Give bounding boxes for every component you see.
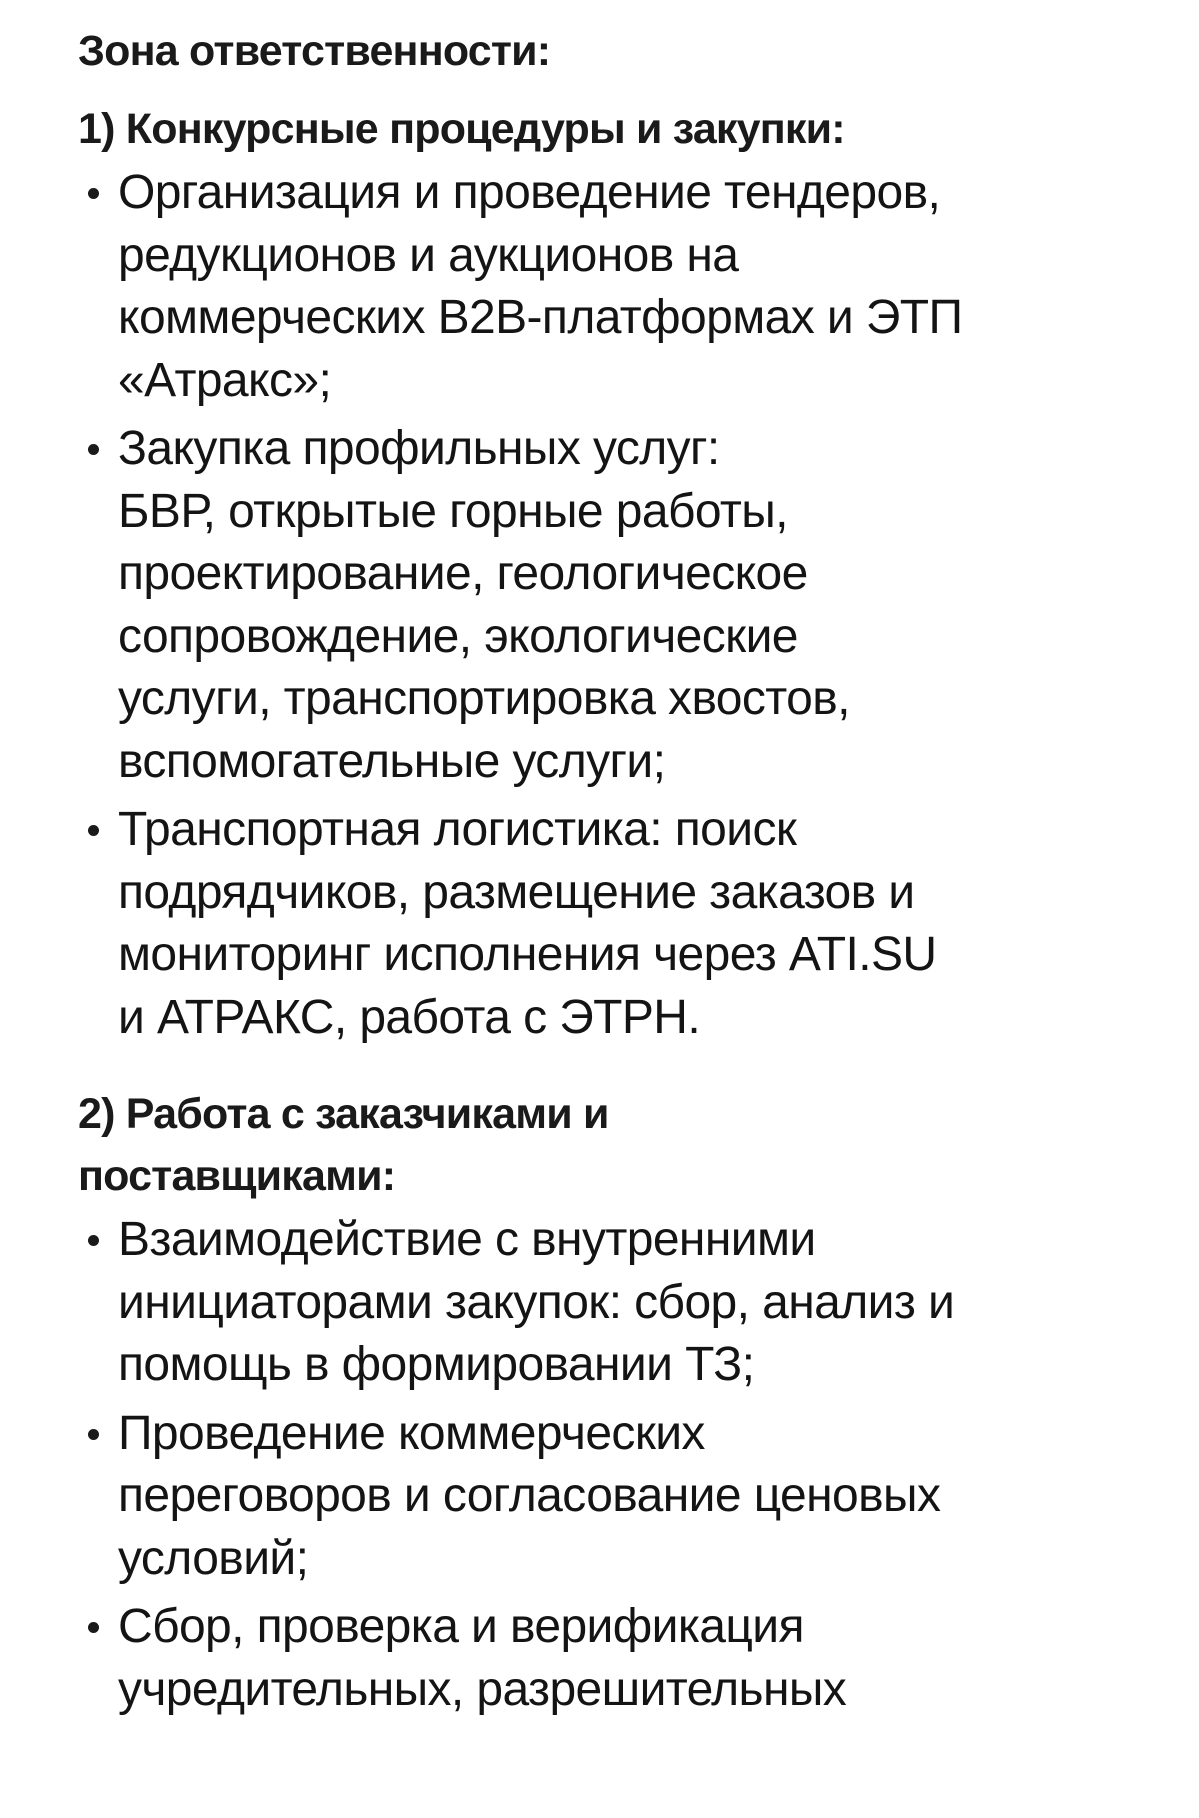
- list-item-line: Транспортная логистика: поиск: [118, 803, 797, 856]
- bullet-list: [78, 162, 1158, 1049]
- list-item-line: Взаимодействие с внутренними: [118, 1213, 816, 1266]
- list-item: [78, 162, 1158, 412]
- list-item: [78, 418, 1158, 793]
- list-item: [78, 799, 1158, 1049]
- bullet-dot-icon: [88, 1429, 99, 1440]
- list-item-line: переговоров и согласование ценовых: [118, 1469, 941, 1522]
- list-item-line: и АТРАКС, работа с ЭТРН.: [118, 990, 701, 1044]
- list-item-line: проектирование, геологическое: [118, 547, 808, 600]
- list-item-line: коммерческих B2B-платформах и ЭТП: [118, 291, 963, 344]
- section-heading: [78, 98, 1158, 160]
- section-heading: [78, 1083, 1158, 1207]
- section-heading-line: 2) Работа с заказчиками и: [78, 1090, 609, 1138]
- document-page: [78, 20, 1158, 1727]
- list-item-line: «Атракс»;: [118, 353, 332, 407]
- list-item-line: помощь в формировании ТЗ;: [118, 1338, 755, 1391]
- section-clients-suppliers: [78, 1083, 1158, 1721]
- list-item: [78, 1209, 1158, 1397]
- list-item-line: инициаторами закупок: сбор, анализ и: [118, 1275, 955, 1329]
- list-item-line: услуги, транспортировка хвостов,: [118, 672, 850, 725]
- list-item-line: учредительных, разрешительных: [118, 1662, 847, 1716]
- bullet-dot-icon: [88, 188, 99, 199]
- list-item-line: Организация и проведение тендеров,: [118, 166, 941, 219]
- bullet-dot-icon: [88, 825, 99, 836]
- bullet-dot-icon: [88, 1622, 99, 1633]
- list-item-line: Сбор, проверка и верификация: [118, 1600, 804, 1653]
- list-item-line: редукционов и аукционов на: [118, 228, 739, 282]
- page-title: Зона ответственности:: [78, 27, 551, 75]
- list-item-line: мониторинг исполнения через ATI.SU: [118, 928, 937, 981]
- list-item: [78, 1403, 1158, 1591]
- section-heading-line: 1) Конкурсные процедуры и закупки:: [78, 105, 845, 153]
- bullet-list: [78, 1209, 1158, 1721]
- list-item-line: подрядчиков, размещение заказов и: [118, 865, 915, 919]
- section-heading-line: поставщиками:: [78, 1152, 396, 1200]
- section-procurement: [78, 98, 1158, 1049]
- list-item: [78, 1596, 1158, 1721]
- bullet-dot-icon: [88, 444, 99, 455]
- list-item-line: вспомогательные услуги;: [118, 734, 666, 788]
- list-item-line: Закупка профильных услуг:: [118, 422, 720, 475]
- bullet-dot-icon: [88, 1235, 99, 1246]
- list-item-line: сопровождение, экологические: [118, 609, 798, 663]
- list-item-line: Проведение коммерческих: [118, 1406, 705, 1460]
- list-item-line: БВР, открытые горные работы,: [118, 484, 788, 538]
- list-item-line: условий;: [118, 1531, 309, 1585]
